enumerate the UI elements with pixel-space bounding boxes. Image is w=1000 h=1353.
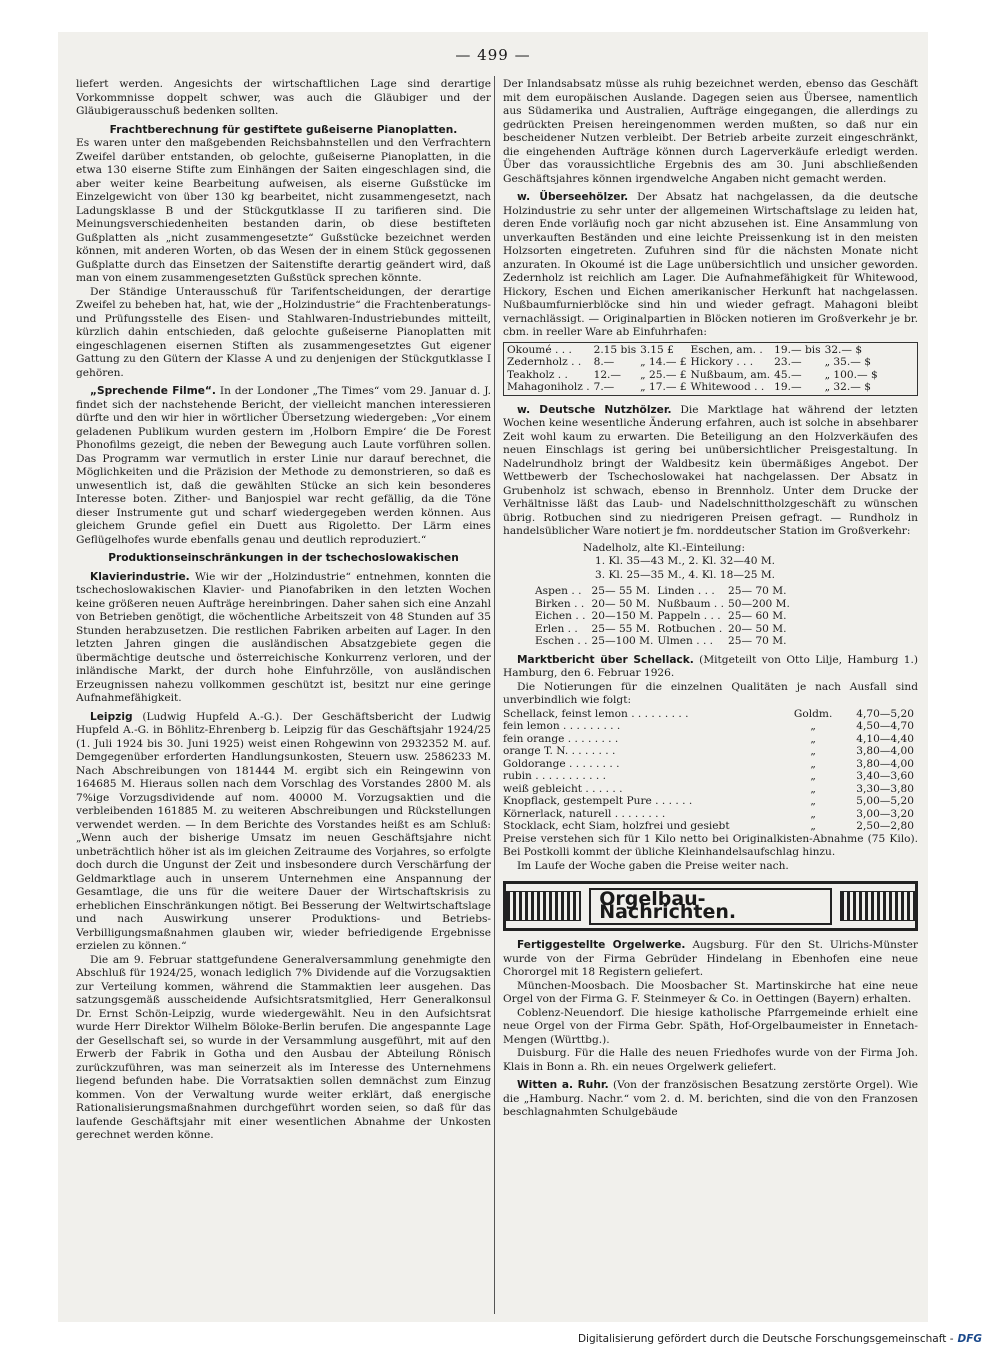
laubholz-row [535,585,794,598]
laubholz-row-cell: Linden . . . [657,585,715,597]
dfg-logo: DFG [957,1333,982,1345]
left-article-paragraph: Der Ständige Unterausschuß für Tarifentscheidungen, der derartige Zweifel zu beheben hat, hat, wie der „Holzindustrie“ die Frachtenberatungs- und Prüfungsstelle des Eisen- und Stahlwaren-Industriebundes mitteilt, kürzlich dahin entschieden, daß gelochte gußeiserne Pianoplatten mit eingeschlagenen eisernen Stiften als zusammengesetztes Gut eigener Gattung zu den Gütern der Klasse A und zu denjenigen der Stückgutklasse I gehören. [76,285,491,379]
schellack-row-cell: Goldm. [793,707,833,720]
laubholz-row-cell: Aspen . . [535,585,582,597]
schellack-row-cell: „ [810,795,816,807]
schellack-row-cell: „ [810,782,816,795]
laubholz-row-cell: 25— 60 M. [728,610,787,622]
laubholz-row-cell: Eschen . . [535,635,588,647]
left-article-heading: Frachtberechnung für gestiftete gußeiserne Pianoplatten. [109,123,458,136]
schellack-end: Im Laufe der Woche gaben die Preise weiter nach. [517,859,789,872]
laubholz-row [535,635,794,648]
orgel-article-paragraph: Coblenz-Neuendorf. Die hiesige katholische Pfarrgemeinde erhielt eine neue Orgel von der Firma Gebr. Späth, Hof-Orgelbaumeister in Ennetach-Mengen (Württbg.). [503,1006,918,1046]
schellack-paragraph [503,654,918,681]
schellack-price-table [503,708,918,833]
schellack-row-cell: 3,30—3,80 [856,782,914,795]
schellack-intro: Die Notierungen für die einzelnen Qualitäten je nach Ausfall sind unverbindlich wie folgt: [503,680,918,706]
orgel-article-paragraph [503,1079,918,1120]
orgel-article-inline-heading: Fertiggestellte Orgelwerke. [517,939,686,951]
laubholz-row-cell: Nußbaum . . [657,597,724,610]
schellack-row [503,720,918,733]
laubholz-row-cell: 20— 50 M. [728,622,787,635]
schellack-after: Preise verstehen sich für 1 Kilo netto bei Originalkisten-Abnahme (75 Kilo). Bei Postkolli kommt der übliche Kleinhandelsaufschlag hinzu. [503,832,918,858]
laubholz-row [535,610,794,623]
nutzhoelzer-heading: w. Deutsche Nutzhölzer. [517,403,672,416]
timber-row-cell: 3.15 £ [640,343,674,356]
schellack-row-cell: Körnerlack, naturell . . . . . . . . [503,807,666,820]
laubholz-row-cell: Ulmen . . . [657,635,714,647]
schellack-heading: Marktbericht über Schellack. [517,653,694,666]
schellack-row-cell: 4,10—4,40 [856,732,914,745]
laubholz-row-cell: 25— 70 M. [728,585,787,597]
laubholz-row-cell: Birken . . [535,597,585,610]
newspaper-page [58,32,928,1322]
laubholz-row [535,623,794,636]
column-divider [494,76,495,1314]
timber-row-cell: „ 25.— £ [640,368,687,381]
nadelholz-line-1: 1. Kl. 35—43 M., 2. Kl. 32—40 M. [595,555,776,567]
schellack-row [503,708,918,721]
schellack-row-cell: „ [810,720,816,732]
timber-row-cell: 32.— $ [824,343,863,356]
schellack-source: (Mitgeteilt von Otto Lilje, Hamburg 1.) Hamburg, den 6. Februar 1926. [503,653,918,679]
schellack-row-cell: 4,50—4,70 [856,720,914,732]
orgel-article-paragraph: München-Moosbach. Die Moosbacher St. Martinskirche hat eine neue Orgel von der Firma G. F. Steinmeyer & Co. in Oettingen (Bayern) erhalten. [503,979,918,1005]
schellack-row [503,808,918,821]
schellack-row-cell: 5,00—5,20 [856,795,914,807]
left-article-inline-heading: Leipzig [90,710,133,723]
nadelholz-line-2: 3. Kl. 25—35 M., 4. Kl. 18—25 M. [595,568,776,581]
schellack-row-cell: „ [810,732,816,745]
left-article-paragraph [76,385,491,547]
right-article-paragraph [503,191,918,340]
schellack-row-cell: „ [810,745,816,757]
right-article-inline-heading: w. Überseehölzer. [517,191,629,203]
timber-row-cell: 12.— [593,368,622,381]
schellack-row [503,733,918,746]
schellack-row-cell: 3,80—4,00 [856,757,914,770]
schellack-row-cell: „ [810,807,816,820]
timber-row-cell: „ 100.— $ [824,368,878,381]
nutzhoelzer-paragraph [503,404,918,539]
orgelbau-banner [503,881,918,931]
laubholz-row-cell: 25— 55 M. [591,585,651,597]
left-article-text: Wie wir der „Holzindustrie“ entnehmen, konnten die tschechoslowakischen Klavier- und Pianofabriken in den letzten Wochen keine größeren neuen Aufträge hereinbringen. Daher sahen sich eine Anzahl von Betrieben genötigt, die wöchentliche Arbeitszeit von 48 Stunden auf 35 Stunden herabzusetzen. Die restlichen Fabriken arbeiten auf Lager. In den letzten Jahren gingen die ausländischen Absatzgebiete gegen die übermächtige deutsche und österreichische Konkurrenz verloren, und der inländische Markt, der durch hohe Einfuhrzölle, von ausländischen Erzeugnissen nahezu vollkommen geschützt ist, besitzt nur eine geringe Aufnahmefähigkeit. [76,570,491,704]
page-number: — 499 — [455,46,531,64]
timber-price-table-frame [503,342,918,396]
timber-row-cell: Nußbaum, am. [690,368,771,381]
timber-row-cell: Zedernholz . . [507,356,582,368]
left-article-inline-heading: „Sprechende Filme“. [90,385,216,397]
schellack-row-cell: 3,40—3,60 [856,770,914,782]
right-article-paragraph: Der Inlandsabsatz müsse als ruhig bezeichnet werden, ebenso das Geschäft mit dem europäischen Auslande. Dagegen seien aus Übersee, namentlich aus Südamerika und Australien, Aufträge eingegangen, die allerdings zu gedrückten Preisen hereingenommen werden mußten, so daß nur ein bescheidener Nutzen verbleibt. Der Betrieb arbeite zurzeit eingeschränkt, die eingehenden Aufträge können durch Lagerverkäufe erledigt werden. Über das voraussichtliche Ergebnis des am 30. Juni abschließenden Geschäftsjahres können irgendwelche Angaben nicht gemacht werden. [503,78,918,185]
laubholz-row-cell: Rotbuchen . [657,622,723,635]
timber-row-cell: „ 14.— £ [640,356,687,368]
laubholz-row-cell: Eichen . . [535,610,586,622]
footer-credit [578,1333,982,1345]
left-article-flow [76,78,491,1143]
timber-row-cell: 7.— [593,381,615,393]
timber-row-cell: Whitewood . . [690,381,765,393]
timber-row-cell: „ 17.— £ [640,381,687,393]
right-article-text: Der Absatz hat nachgelassen, da die deutsche Holzindustrie zu sehr unter der allgemeinen Wirtschaftslage zu leiden hat, deren Ende vorläufig noch gar nicht abzusehen ist. Eine Ansammlung von unverkauften Beständen und eine leichte Preissenkung ist in den meisten Holzsorten eingetreten. Zufuhren sind für die nächsten Monate nicht anzuraten. In Okoumé ist die Lage unübersichtlich und unsicher geworden. Zedernholz ist reichlich am Lager. Die Aufnahmefähigkeit für Whitewood, Hickory, Eschen und Eichen amerikanischer Herkunft hat nachgelassen. Nußbaumfurnierblöcke sind hin und wieder gefragt. Mahagoni bleibt vernachlässigt. — Originalpartien in Blöcken notieren im Großverkehr je br. cbm. in reeller Ware ab Einfuhrhafen: [503,191,918,338]
schellack-row-cell: 4,70—5,20 [856,707,914,720]
laubholz-row-cell: 20— 50 M. [591,597,651,610]
schellack-row [503,758,918,771]
laubholz-row-cell: 20—150 M. [591,610,654,622]
schellack-row-cell: Knopflack, gestempelt Pure . . . . . . [503,795,693,807]
timber-row-cell: Eschen, am. . [690,343,763,356]
nutzhoelzer-text: Die Marktlage hat während der letzten Wochen keine wesentliche Änderung erfahren, auch ist solche in absehbarer Zeit wohl kaum zu erwarten. Die Beteiligung an den Holzverkäufen des neuen Einschlags ist gering bei unübersichtlicher Preisgestaltung. In Nadelrundholz bringt der Waldbesitz kein übermäßiges Angebot. Der Wettbewerb der Tschechoslowakei hat nachgelassen. Der Absatz in Grubenholz ist schwach, ebenso in Brennholz. Unter dem Drucke der Verhältnisse läßt das Laub- und Nadelschnittholzgeschäft zu wünschen übrig. Rotbuchen sind zu niedrigeren Preisen gefragt. — Rundholz in handelsüblicher Ware notiert je fm. norddeutscher Station im Großverkehr: [503,403,918,537]
laubholz-row-cell: 25—100 M. [591,635,654,647]
schellack-row-cell: Stocklack, echt Siam, holzfrei und gesiebt [503,820,730,832]
schellack-row [503,795,918,808]
schellack-row-cell: orange T. N. . . . . . . . [503,745,616,757]
timber-row-cell: 45.— [774,368,802,381]
left-article-inline-heading: Klavierindustrie. [90,570,190,583]
orgel-article-text: (Von der französischen Besatzung zerstörte Orgel). Wie die „Hamburg. Nachr.“ vom 2. d. M. berichten, sind die von den Franzosen beschlagnahmten Schulgebäude [503,1079,918,1118]
laubholz-row-cell: 25— 55 M. [591,622,651,635]
footer-text: Digitalisierung gefördert durch die Deutsche Forschungsgemeinschaft - [577,1333,954,1345]
timber-row [507,369,882,382]
timber-row-cell: 19.— [774,381,802,393]
timber-row-cell: Mahagoniholz . [507,381,590,393]
timber-row-cell: Okoumé . . . [507,343,572,356]
schellack-row-cell: fein lemon . . . . . . . . . [503,720,621,732]
laubholz-row-cell: 50—200 M. [728,597,790,610]
nadelholz-title: Nadelholz, alte Kl.-Einteilung: [583,541,746,554]
schellack-row-cell: „ [810,820,816,832]
timber-row-cell: „ 35.— $ [824,356,871,368]
orgelbau-banner-title: Orgelbau-Nachrichten. [589,888,832,925]
timber-price-table [507,344,882,394]
banner-ornament-left [506,891,581,921]
timber-row [507,344,882,357]
schellack-row-cell: 3,00—3,20 [856,807,914,820]
timber-row-cell: 2.15 bis [593,343,637,356]
nadelholz-block [503,542,918,583]
schellack-row [503,783,918,796]
right-column [503,78,918,1314]
schellack-row-cell: weiß gebleicht . . . . . . [503,782,623,795]
timber-row [507,356,882,369]
schellack-row-cell: fein orange . . . . . . . . [503,732,619,745]
left-article-paragraph [76,711,491,954]
orgel-article-flow [503,939,918,1120]
right-top-flow [503,78,918,340]
schellack-row [503,745,918,758]
timber-row-cell: 8.— [593,356,615,368]
left-article-text: In der Londoner „The Times“ vom 29. Januar d. J. findet sich der nachstehende Bericht, der vielleicht manchen interessieren dürfte und den wir hier in wörtlicher Übersetzung wiedergeben: „Vor einem geladenen Publikum wurden gestern im ‚Holborn Empire‘ die De Forest Phonofilms gezeigt, die neben der Bewegung auch Laute vorführen sollen. Das Programm war vermutlich in erster Linie nur darauf berechnet, die Möglichkeiten und die Präzision der Methode zu demonstrieren, so daß es unwesentlich ist, daß die gewählten Stücke an sich kein besonderes Interesse boten. Zither- und Banjospiel war recht gefällig, da die Töne dieser Instrumente gut und scharf wiedergegeben werden können. Aus gleichem Grunde gefiel ein Duett aus Rigoletto. Der Lärm eines Geflügelhofes wurde ebenfalls genau und deutlich reproduziert.“ [76,385,491,546]
timber-row-cell: Hickory . . . [690,356,754,368]
left-article-paragraph: liefert werden. Angesichts der wirtschaftlichen Lage sind derartige Vorkommnisse doppelt schwer, was auch die Gläubiger und der Gläubigerausschuß bedenken sollten. [76,78,491,117]
left-article-heading: Produktionseinschränkungen in der tschechoslowakischen [108,552,459,564]
laubholz-row [535,598,794,611]
orgel-article-paragraph [503,939,918,980]
left-article-paragraph [76,571,491,706]
timber-row-cell: Teakholz . . [507,368,568,381]
timber-row-cell: 19.— bis [774,343,821,356]
orgel-article-inline-heading: Witten a. Ruhr. [517,1079,609,1091]
left-article-paragraph: Es waren unter den maßgebenden Reichsbahnstellen und den Verfrachtern Zweifel darüber entstanden, ob gelochte, gußeiserne Pianoplatten, in die etwa 130 eiserne Stifte zum Einhängen der Saiten eingeschlagen sind, die aber weiter keine Bearbeitung aufweisen, als eiserne Gußstücke im Einzelgewicht von über 130 kg bearbeitet, nicht zusammengesetzt, nach Ladungsklasse B und der Stückgutklasse II zu tarifieren sind. Die Meinungsverschiedenheiten bestanden darin, ob diese bestifteten Gußplatten als „nicht zusammengesetzte“ Gußstücke bezeichnet werden können, mit anderen Worten, ob das Wesen der in einem Stück gegossenen Gußplatte durch das Einsetzen der Saitenstifte derartig geändert wird, daß man von einem zusammengesetzten Gußstück sprechen könnte. [76,137,491,284]
schellack-row-cell: rubin . . . . . . . . . . . [503,770,606,782]
schellack-row-cell: „ [810,757,816,770]
orgel-article-paragraph: Duisburg. Für die Halle des neuen Friedhofes wurde von der Firma Joh. Klais in Bonn a. Rh. ein neues Orgelwerk geliefert. [503,1047,918,1073]
laubholz-row-cell: 25— 70 M. [728,635,787,647]
left-article-text: (Ludwig Hupfeld A.-G.). Der Geschäftsbericht der Ludwig Hupfeld A.-G. in Böhlitz-Ehrenberg b. Leipzig für das Geschäftsjahr 1924/25 (1. Juli 1924 bis 30. Juni 1925) weist einen Rohgewinn von 2932352 M. auf. Demgegenüber erforderten Handlungsunkosten, Steuern usw. 2586233 M. Nach Abschreibungen von 181444 M. ergibt sich ein Reingewinn von 164685 M. Hieraus sollen nach dem Vorschlag des Vorstandes 2800 M. als 7%ige Vorzugsdividende auf nom. 40000 M. Vorzugsaktien und die verbleibenden 161885 M. zu weiteren Abschreibungen und Rückstellungen verwendet werden. — In dem Berichte des Vorstandes heißt es am Schluß: „Wenn auch der bisherige Umsatz im neuen Geschäftsjahre nicht unbeträchtlich höher ist als im gleichen Zeitraume des Vorjahres, so erfolgte doch durch die Ungunst der Zeit und insbesondere durch Verschärfung der Geldmarktlage auch in unserem Unternehmen eine Anspannung der Gesamtlage, die uns für die weitere Dauer der Wirtschaftskrisis zu erheblichen Einschränkungen nötigt. Bei Besserung der Weltwirtschaftslage und nach Auswirkung unserer Produktions- und Betriebs-Verbilligungsmaßnahmen glauben wir, wieder befriedigende Ergebnisse erzielen zu können.“ [76,710,491,952]
timber-row [507,381,882,394]
schellack-row-cell: Goldorange . . . . . . . . [503,757,620,770]
schellack-row-cell: 3,80—4,00 [856,745,914,757]
banner-ornament-right [840,891,915,921]
schellack-row-cell: Schellack, feinst lemon . . . . . . . . . [503,707,689,720]
laubholz-row-cell: Pappeln . . . [657,610,721,622]
left-column [76,78,491,1314]
schellack-row-cell: „ [810,770,816,782]
timber-row-cell: „ 32.— $ [824,381,871,393]
orgel-article-text: Augsburg. Für den St. Ulrichs-Münster wurde von der Firma Gebrüder Hindelang in Ebenhofen eine neue Chororgel mit 18 Registern geliefert. [503,939,918,978]
laubholz-price-table [535,585,794,648]
schellack-row-cell: 2,50—2,80 [856,820,914,832]
left-article-paragraph: Die am 9. Februar stattgefundene Generalversammlung genehmigte den Abschluß für 1924/25, wonach lediglich 7% Dividende auf die Vorzugsaktien zur Verteilung kommen, während die Stammaktien leer ausgehen. Das satzungsgemäß ausscheidende Aufsichtsratsmitglied, Herr Generalkonsul Dr. Ernst Schön-Leipzig, wurde wiedergewählt. Neu in den Aufsichtsrat wurde Herr Direktor Wilhelm Böloke-Berlin berufen. Die angespannte Lage der Gesellschaft sei, so wurde in der Versammlung ausgeführt, mit auf den Erwerb der Fabrik in Gotha und den Ausbau der Abteilung Rönisch zurückzuführen, was man seinerzeit als im Interesse des Unternehmens liegend befunden habe. Die Vorratsaktien sollen demnächst zum Einzug kommen. Von der Verwaltung wurde weiter erklärt, daß energische Rationalisierungsmaßnahmen durchgeführt worden seien, so daß für das laufende Geschäftsjahr mit einer wesentlichen Abnahme der Unkosten gerechnet werden könne. [76,953,491,1141]
laubholz-row-cell: Erlen . . [535,622,578,635]
timber-row-cell: 23.— [774,356,802,368]
schellack-row [503,820,918,833]
schellack-row [503,770,918,783]
